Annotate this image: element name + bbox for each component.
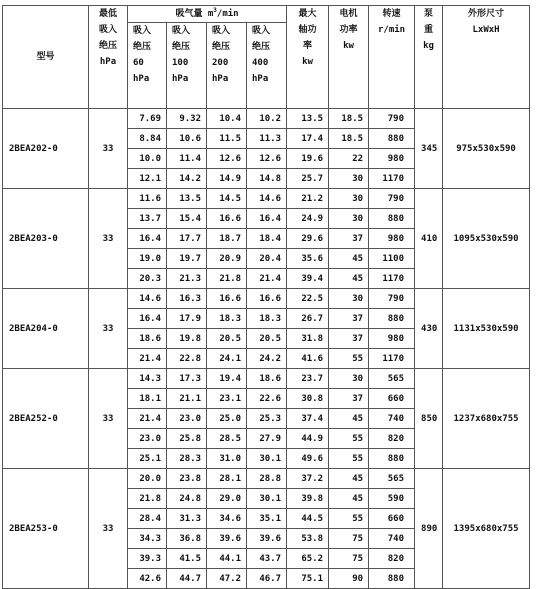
table-row — [3, 109, 530, 129]
flow-200-cell: 19.4 — [207, 369, 247, 389]
model-cell: 2BEA204-0 — [3, 289, 89, 369]
speed-cell: 1170 — [369, 269, 415, 289]
flow-200-cell: 20.5 — [207, 329, 247, 349]
flow-100-cell: 21.1 — [167, 389, 207, 409]
flow-200-cell: 34.6 — [207, 509, 247, 529]
flow-100-cell: 19.8 — [167, 329, 207, 349]
shaft-power-cell: 39.4 — [287, 269, 329, 289]
motor-power-cell: 55 — [329, 349, 369, 369]
flow-400-cell: 21.4 — [247, 269, 287, 289]
shaft-power-cell: 19.6 — [287, 149, 329, 169]
speed-cell: 880 — [369, 569, 415, 589]
flow-400-cell: 20.5 — [247, 329, 287, 349]
shaft-power-cell: 41.6 — [287, 349, 329, 369]
flow-100-cell: 23.0 — [167, 409, 207, 429]
flow-60-cell: 11.6 — [128, 189, 167, 209]
header-model: 型号 — [3, 6, 89, 109]
header-flow-200hpa: 吸入 绝压 200 hPa — [207, 23, 247, 109]
flow-60-cell: 12.1 — [128, 169, 167, 189]
shaft-power-cell: 30.8 — [287, 389, 329, 409]
speed-cell: 820 — [369, 549, 415, 569]
shaft-power-cell: 21.2 — [287, 189, 329, 209]
shaft-power-cell: 31.8 — [287, 329, 329, 349]
dimensions-cell: 975x530x590 — [443, 109, 530, 189]
shaft-power-cell: 37.2 — [287, 469, 329, 489]
shaft-power-cell: 22.5 — [287, 289, 329, 309]
flow-60-cell: 25.1 — [128, 449, 167, 469]
flow-400-cell: 12.6 — [247, 149, 287, 169]
pump-spec-table — [2, 5, 530, 589]
flow-400-cell: 28.8 — [247, 469, 287, 489]
flow-100-cell: 16.3 — [167, 289, 207, 309]
flow-100-cell: 21.3 — [167, 269, 207, 289]
motor-power-cell: 18.5 — [329, 109, 369, 129]
model-cell: 2BEA203-0 — [3, 189, 89, 289]
flow-200-cell: 28.5 — [207, 429, 247, 449]
motor-power-cell: 45 — [329, 489, 369, 509]
motor-power-cell: 45 — [329, 469, 369, 489]
speed-cell: 980 — [369, 149, 415, 169]
weight-cell: 850 — [415, 369, 443, 469]
flow-400-cell: 10.2 — [247, 109, 287, 129]
flow-60-cell: 19.0 — [128, 249, 167, 269]
speed-cell: 820 — [369, 429, 415, 449]
flow-200-cell: 11.5 — [207, 129, 247, 149]
flow-100-cell: 31.3 — [167, 509, 207, 529]
min-suction-cell: 33 — [89, 369, 128, 469]
speed-cell: 1100 — [369, 249, 415, 269]
flow-100-cell: 36.8 — [167, 529, 207, 549]
shaft-power-cell: 49.6 — [287, 449, 329, 469]
flow-200-cell: 39.6 — [207, 529, 247, 549]
flow-60-cell: 18.1 — [128, 389, 167, 409]
motor-power-cell: 90 — [329, 569, 369, 589]
speed-cell: 880 — [369, 129, 415, 149]
flow-200-cell: 29.0 — [207, 489, 247, 509]
shaft-power-cell: 44.9 — [287, 429, 329, 449]
dimensions-cell: 1395x680x755 — [443, 469, 530, 589]
shaft-power-cell: 17.4 — [287, 129, 329, 149]
flow-60-cell: 8.84 — [128, 129, 167, 149]
header-pump-weight: 泵 重 kg — [415, 6, 443, 109]
speed-cell: 880 — [369, 309, 415, 329]
motor-power-cell: 37 — [329, 309, 369, 329]
flow-100-cell: 25.8 — [167, 429, 207, 449]
shaft-power-cell: 25.7 — [287, 169, 329, 189]
shaft-power-cell: 53.8 — [287, 529, 329, 549]
flow-400-cell: 18.4 — [247, 229, 287, 249]
motor-power-cell: 37 — [329, 389, 369, 409]
dimensions-cell: 1131x530x590 — [443, 289, 530, 369]
table-body — [3, 109, 530, 589]
flow-200-cell: 18.7 — [207, 229, 247, 249]
speed-cell: 1170 — [369, 349, 415, 369]
header-flow-100hpa: 吸入 绝压 100 hPa — [167, 23, 207, 109]
shaft-power-cell: 13.5 — [287, 109, 329, 129]
weight-cell: 345 — [415, 109, 443, 189]
shaft-power-cell: 75.1 — [287, 569, 329, 589]
flow-200-cell: 21.8 — [207, 269, 247, 289]
flow-100-cell: 23.8 — [167, 469, 207, 489]
shaft-power-cell: 44.5 — [287, 509, 329, 529]
speed-cell: 740 — [369, 529, 415, 549]
speed-cell: 660 — [369, 389, 415, 409]
flow-200-cell: 16.6 — [207, 289, 247, 309]
flow-60-cell: 20.0 — [128, 469, 167, 489]
flow-100-cell: 17.7 — [167, 229, 207, 249]
flow-100-cell: 9.32 — [167, 109, 207, 129]
flow-200-cell: 14.9 — [207, 169, 247, 189]
motor-power-cell: 45 — [329, 269, 369, 289]
flow-100-cell: 19.7 — [167, 249, 207, 269]
flow-200-cell: 44.1 — [207, 549, 247, 569]
motor-power-cell: 55 — [329, 429, 369, 449]
flow-400-cell: 46.7 — [247, 569, 287, 589]
flow-60-cell: 14.3 — [128, 369, 167, 389]
shaft-power-cell: 26.7 — [287, 309, 329, 329]
flow-400-cell: 24.2 — [247, 349, 287, 369]
flow-100-cell: 41.5 — [167, 549, 207, 569]
weight-cell: 410 — [415, 189, 443, 289]
flow-200-cell: 31.0 — [207, 449, 247, 469]
shaft-power-cell: 23.7 — [287, 369, 329, 389]
flow-200-cell: 18.3 — [207, 309, 247, 329]
shaft-power-cell: 39.8 — [287, 489, 329, 509]
flow-60-cell: 21.4 — [128, 349, 167, 369]
flow-400-cell: 18.6 — [247, 369, 287, 389]
motor-power-cell: 30 — [329, 189, 369, 209]
model-cell: 2BEA252-0 — [3, 369, 89, 469]
shaft-power-cell: 24.9 — [287, 209, 329, 229]
flow-400-cell: 35.1 — [247, 509, 287, 529]
flow-400-cell: 18.3 — [247, 309, 287, 329]
model-cell: 2BEA253-0 — [3, 469, 89, 589]
flow-60-cell: 10.0 — [128, 149, 167, 169]
flow-200-cell: 14.5 — [207, 189, 247, 209]
flow-60-cell: 28.4 — [128, 509, 167, 529]
speed-cell: 790 — [369, 109, 415, 129]
flow-60-cell: 21.8 — [128, 489, 167, 509]
motor-power-cell: 37 — [329, 229, 369, 249]
flow-200-cell: 16.6 — [207, 209, 247, 229]
min-suction-cell: 33 — [89, 189, 128, 289]
flow-200-cell: 23.1 — [207, 389, 247, 409]
flow-100-cell: 11.4 — [167, 149, 207, 169]
flow-60-cell: 16.4 — [128, 229, 167, 249]
flow-100-cell: 14.2 — [167, 169, 207, 189]
table-row — [3, 469, 530, 489]
shaft-power-cell: 37.4 — [287, 409, 329, 429]
flow-60-cell: 23.0 — [128, 429, 167, 449]
flow-200-cell: 25.0 — [207, 409, 247, 429]
flow-60-cell: 18.6 — [128, 329, 167, 349]
flow-60-cell: 34.3 — [128, 529, 167, 549]
speed-cell: 1170 — [369, 169, 415, 189]
speed-cell: 790 — [369, 189, 415, 209]
flow-400-cell: 27.9 — [247, 429, 287, 449]
speed-cell: 565 — [369, 469, 415, 489]
flow-200-cell: 28.1 — [207, 469, 247, 489]
flow-400-cell: 25.3 — [247, 409, 287, 429]
flow-200-cell: 20.9 — [207, 249, 247, 269]
flow-100-cell: 13.5 — [167, 189, 207, 209]
flow-400-cell: 43.7 — [247, 549, 287, 569]
min-suction-cell: 33 — [89, 469, 128, 589]
shaft-power-cell: 29.6 — [287, 229, 329, 249]
motor-power-cell: 75 — [329, 549, 369, 569]
flow-60-cell: 20.3 — [128, 269, 167, 289]
flow-100-cell: 28.3 — [167, 449, 207, 469]
motor-power-cell: 45 — [329, 409, 369, 429]
table-row — [3, 369, 530, 389]
min-suction-cell: 33 — [89, 109, 128, 189]
motor-power-cell: 37 — [329, 329, 369, 349]
motor-power-cell: 22 — [329, 149, 369, 169]
speed-cell: 790 — [369, 289, 415, 309]
motor-power-cell: 30 — [329, 169, 369, 189]
motor-power-cell: 45 — [329, 249, 369, 269]
motor-power-cell: 30 — [329, 209, 369, 229]
speed-cell: 740 — [369, 409, 415, 429]
flow-200-cell: 10.4 — [207, 109, 247, 129]
flow-60-cell: 42.6 — [128, 569, 167, 589]
speed-cell: 880 — [369, 209, 415, 229]
speed-cell: 660 — [369, 509, 415, 529]
flow-100-cell: 44.7 — [167, 569, 207, 589]
flow-200-cell: 24.1 — [207, 349, 247, 369]
flow-100-cell: 17.3 — [167, 369, 207, 389]
motor-power-cell: 18.5 — [329, 129, 369, 149]
header-dimensions: 外形尺寸 LxWxH — [443, 6, 530, 109]
min-suction-cell: 33 — [89, 289, 128, 369]
motor-power-cell: 30 — [329, 289, 369, 309]
speed-cell: 565 — [369, 369, 415, 389]
flow-60-cell: 14.6 — [128, 289, 167, 309]
flow-60-cell: 13.7 — [128, 209, 167, 229]
motor-power-cell: 55 — [329, 509, 369, 529]
table-row — [3, 289, 530, 309]
flow-60-cell: 16.4 — [128, 309, 167, 329]
flow-100-cell: 24.8 — [167, 489, 207, 509]
flow-400-cell: 20.4 — [247, 249, 287, 269]
speed-cell: 980 — [369, 229, 415, 249]
flow-200-cell: 47.2 — [207, 569, 247, 589]
dimensions-cell: 1237x680x755 — [443, 369, 530, 469]
motor-power-cell: 30 — [329, 369, 369, 389]
flow-400-cell: 11.3 — [247, 129, 287, 149]
flow-60-cell: 39.3 — [128, 549, 167, 569]
model-cell: 2BEA202-0 — [3, 109, 89, 189]
flow-400-cell: 30.1 — [247, 489, 287, 509]
flow-60-cell: 21.4 — [128, 409, 167, 429]
flow-400-cell: 16.6 — [247, 289, 287, 309]
header-speed: 转速 r/min — [369, 6, 415, 109]
flow-100-cell: 15.4 — [167, 209, 207, 229]
flow-200-cell: 12.6 — [207, 149, 247, 169]
dimensions-cell: 1095x530x590 — [443, 189, 530, 289]
flow-400-cell: 14.8 — [247, 169, 287, 189]
flow-400-cell: 14.6 — [247, 189, 287, 209]
flow-100-cell: 17.9 — [167, 309, 207, 329]
header-flow-400hpa: 吸入 绝压 400 hPa — [247, 23, 287, 109]
speed-cell: 590 — [369, 489, 415, 509]
header-min-suction: 最低 吸入 绝压 hPa — [89, 6, 128, 109]
table-row — [3, 189, 530, 209]
header-max-shaft-power: 最大 轴功 率 kw — [287, 6, 329, 109]
flow-100-cell: 22.8 — [167, 349, 207, 369]
speed-cell: 980 — [369, 329, 415, 349]
flow-400-cell: 16.4 — [247, 209, 287, 229]
flow-60-cell: 7.69 — [128, 109, 167, 129]
shaft-power-cell: 35.6 — [287, 249, 329, 269]
flow-400-cell: 30.1 — [247, 449, 287, 469]
header-flow-60hpa: 吸入 绝压 60 hPa — [128, 23, 167, 109]
motor-power-cell: 55 — [329, 449, 369, 469]
speed-cell: 880 — [369, 449, 415, 469]
flow-400-cell: 22.6 — [247, 389, 287, 409]
header-air-flow: 吸气量 $m^3/\min$ — [128, 6, 287, 23]
motor-power-cell: 75 — [329, 529, 369, 549]
weight-cell: 430 — [415, 289, 443, 369]
shaft-power-cell: 65.2 — [287, 549, 329, 569]
weight-cell: 890 — [415, 469, 443, 589]
flow-100-cell: 10.6 — [167, 129, 207, 149]
header-motor-power: 电机 功率 kw — [329, 6, 369, 109]
flow-400-cell: 39.6 — [247, 529, 287, 549]
